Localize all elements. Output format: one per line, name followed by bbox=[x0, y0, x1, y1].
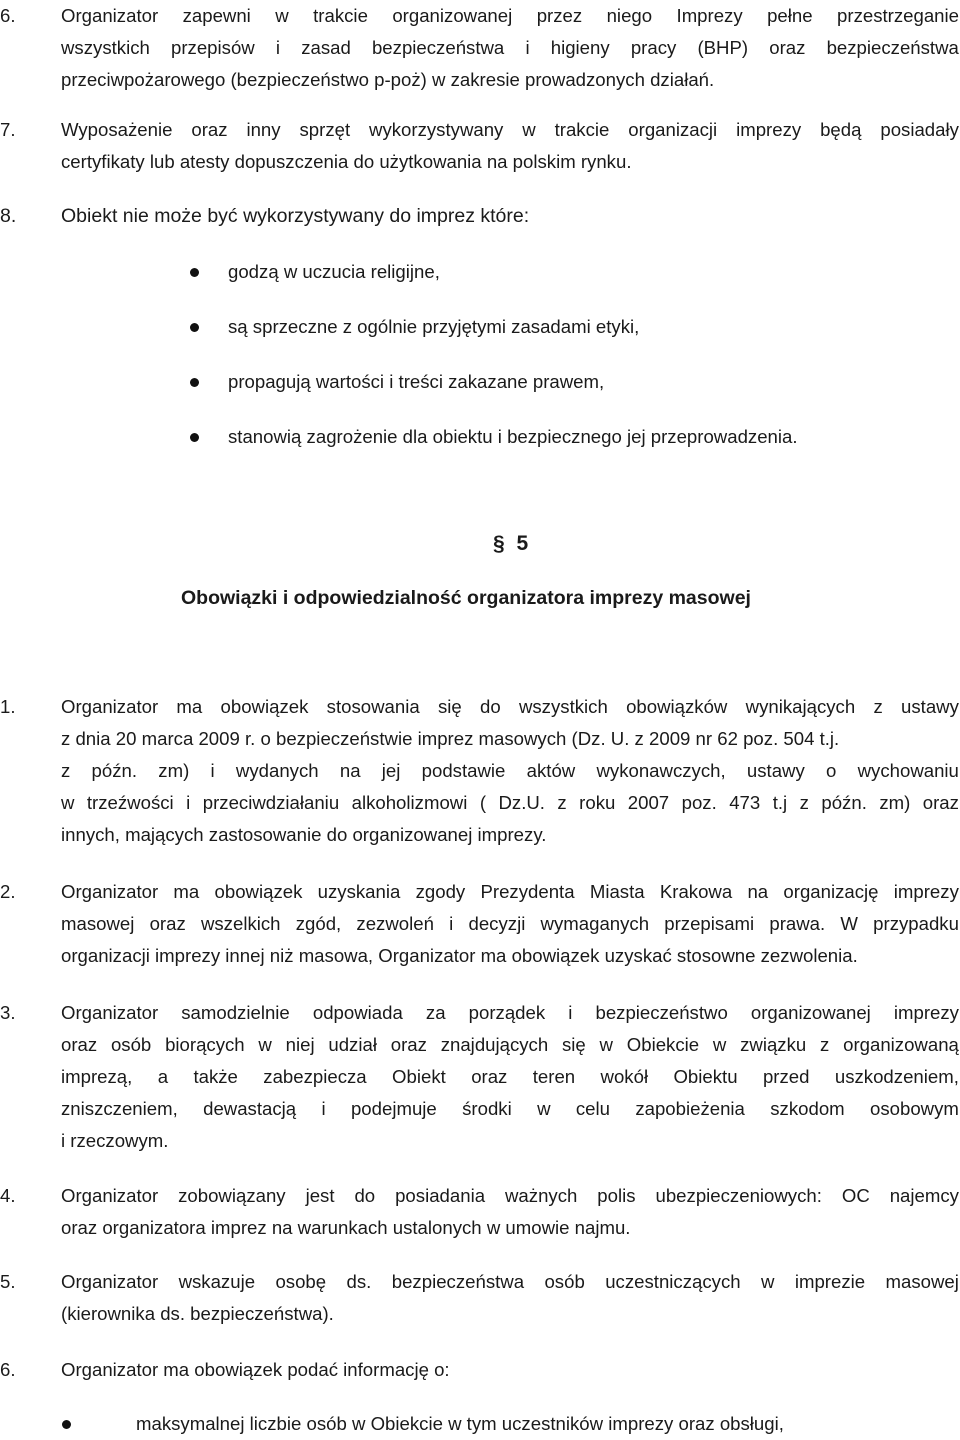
word: ważnych bbox=[505, 1185, 578, 1206]
word: Organizator bbox=[61, 5, 159, 26]
word: oraz bbox=[149, 913, 186, 934]
word: i bbox=[449, 913, 454, 934]
word: imprezy bbox=[893, 1002, 959, 1023]
word: Organizator bbox=[61, 1002, 159, 1023]
word: polis bbox=[597, 1185, 636, 1206]
bullet-text: stanowią zagrożenie dla obiektu i bezpiecznego jej przeprowadzenia. bbox=[228, 426, 798, 447]
word: się bbox=[561, 1034, 586, 1055]
word: szkodom bbox=[770, 1098, 845, 1119]
word: udział bbox=[328, 1034, 377, 1055]
word: celu bbox=[575, 1098, 610, 1119]
word: przepisami bbox=[664, 913, 755, 934]
word: będą bbox=[820, 119, 862, 140]
item-number: 5. bbox=[0, 1271, 16, 1292]
item-line: (kierownika ds. bezpieczeństwa). bbox=[61, 1303, 334, 1324]
word: przez bbox=[536, 5, 583, 26]
item-line bbox=[61, 0, 959, 32]
word: ds. bbox=[346, 1271, 372, 1292]
word: niej bbox=[285, 1034, 315, 1055]
item-line bbox=[61, 1093, 959, 1125]
word: przypadku bbox=[873, 913, 959, 934]
word: obowiązek bbox=[220, 696, 309, 717]
word: się bbox=[437, 696, 462, 717]
word: zgód, bbox=[295, 913, 342, 934]
word: ma bbox=[173, 881, 200, 902]
word: podejmuje bbox=[350, 1098, 437, 1119]
word: jej bbox=[381, 760, 401, 781]
word: Prezydenta bbox=[480, 881, 575, 902]
word: ustawy bbox=[901, 696, 959, 717]
section-sign: § bbox=[493, 532, 505, 555]
word: uszkodzeniem, bbox=[834, 1066, 959, 1087]
word: trakcie bbox=[554, 119, 610, 140]
word: oraz bbox=[471, 1066, 508, 1087]
word: oraz bbox=[390, 1034, 427, 1055]
word: znajdujących bbox=[440, 1034, 549, 1055]
word: przeciwdziałaniu bbox=[202, 792, 340, 813]
item-number: 2. bbox=[0, 881, 16, 902]
item-line: i rzeczowym. bbox=[61, 1130, 169, 1151]
word: ma bbox=[176, 696, 203, 717]
item-line bbox=[61, 114, 959, 146]
word: Organizator bbox=[61, 1271, 159, 1292]
word: Dz.U. bbox=[498, 792, 545, 813]
word: w bbox=[275, 5, 289, 26]
word: wokół bbox=[600, 1066, 649, 1087]
word: w bbox=[761, 1271, 775, 1292]
word: 2007 bbox=[627, 792, 670, 813]
item-line bbox=[61, 908, 959, 940]
section-title: Obowiązki i odpowiedzialność organizatora imprezy masowej bbox=[181, 587, 751, 609]
word: do bbox=[354, 1185, 376, 1206]
word: posiadały bbox=[880, 119, 959, 140]
word: bezpieczeństwa bbox=[826, 37, 959, 58]
word: bezpieczeństwa bbox=[371, 37, 505, 58]
item-number: 6. bbox=[0, 5, 16, 26]
word: związku bbox=[740, 1034, 807, 1055]
bullet-text: maksymalnej liczbie osób w Obiekcie w tym uczestników imprezy oraz obsługi, bbox=[136, 1413, 784, 1434]
word: zezwoleń bbox=[356, 913, 434, 934]
word: z bbox=[61, 760, 71, 781]
word: i bbox=[210, 760, 215, 781]
word: wynikających bbox=[745, 696, 856, 717]
word: wszystkich bbox=[61, 37, 150, 58]
word: w bbox=[522, 119, 536, 140]
word: oraz bbox=[191, 119, 228, 140]
word: imprezy bbox=[736, 119, 802, 140]
word: w bbox=[61, 792, 75, 813]
word: wykonawczych, bbox=[596, 760, 726, 781]
word: Krakowa bbox=[659, 881, 733, 902]
word: oraz bbox=[769, 37, 806, 58]
word: przepisów bbox=[171, 37, 255, 58]
word: zapobieżenia bbox=[635, 1098, 745, 1119]
word: na bbox=[339, 760, 361, 781]
word: a bbox=[157, 1066, 169, 1087]
bullet-icon bbox=[190, 323, 199, 332]
word: prawa. bbox=[769, 913, 826, 934]
word: teren bbox=[532, 1066, 576, 1087]
word: odpowiada bbox=[312, 1002, 403, 1023]
word: stosowania bbox=[326, 696, 420, 717]
word: uzyskania bbox=[317, 881, 401, 902]
word: oraz bbox=[61, 1034, 98, 1055]
item-number: 1. bbox=[0, 696, 16, 717]
item-line bbox=[61, 997, 959, 1029]
word: organizowanej bbox=[750, 1002, 871, 1023]
word: oraz bbox=[922, 792, 959, 813]
word: posiadania bbox=[395, 1185, 486, 1206]
word: wskazuje bbox=[178, 1271, 256, 1292]
word: Obiekt bbox=[392, 1066, 446, 1087]
word: higieny bbox=[550, 37, 610, 58]
item-number: 6. bbox=[0, 1359, 16, 1380]
item-line: z dnia 20 marca 2009 r. o bezpieczeństwie imprez masowych (Dz. U. z 2009 nr 62 poz. 504 t.j. bbox=[61, 728, 840, 749]
word: trzeźwości bbox=[86, 792, 174, 813]
word: jest bbox=[305, 1185, 335, 1206]
word: zm) bbox=[879, 792, 911, 813]
word: Miasta bbox=[589, 881, 645, 902]
word: z bbox=[557, 792, 567, 813]
word: zabezpiecza bbox=[263, 1066, 367, 1087]
word: obowiązek bbox=[214, 881, 303, 902]
item-number: 3. bbox=[0, 1002, 16, 1023]
item-line bbox=[61, 876, 959, 908]
item-line bbox=[61, 755, 959, 787]
word: z bbox=[873, 696, 883, 717]
bullet-icon bbox=[190, 433, 199, 442]
word: obowiązków bbox=[626, 696, 728, 717]
word: poz. bbox=[681, 792, 717, 813]
word: dewastacją bbox=[203, 1098, 297, 1119]
bullet-icon bbox=[190, 378, 199, 387]
word: podstawie bbox=[421, 760, 506, 781]
bullet-icon bbox=[62, 1420, 71, 1429]
word: ustawy bbox=[746, 760, 805, 781]
word: 473 bbox=[729, 792, 761, 813]
bullet-text: są sprzeczne z ogólnie przyjętymi zasadami etyki, bbox=[228, 316, 640, 337]
bullet-text: godzą w uczucia religijne, bbox=[228, 261, 440, 282]
word: zapewni bbox=[182, 5, 251, 26]
word: osób bbox=[110, 1034, 152, 1055]
word: środki bbox=[462, 1098, 512, 1119]
word: samodzielnie bbox=[181, 1002, 290, 1023]
word: niego bbox=[606, 5, 653, 26]
word: i bbox=[275, 37, 281, 58]
word: (BHP) bbox=[697, 37, 749, 58]
item-line: organizacji imprezy innej niż masowa, Organizator ma obowiązek uzyskać stosowne zezwolenia. bbox=[61, 945, 858, 966]
word: późn. bbox=[91, 760, 138, 781]
word: zm) bbox=[158, 760, 190, 781]
bullet-text: propagują wartości i treści zakazane prawem, bbox=[228, 371, 605, 392]
word: organizowanej bbox=[392, 5, 513, 26]
section-number bbox=[493, 532, 528, 556]
word: za bbox=[425, 1002, 446, 1023]
item-number: 4. bbox=[0, 1185, 16, 1206]
word: w bbox=[712, 1034, 727, 1055]
word: bezpieczeństwo bbox=[595, 1002, 728, 1023]
word: t.j bbox=[772, 792, 788, 813]
word: późn. bbox=[821, 792, 867, 813]
item-line: innych, mających zastosowanie do organizowanej imprezy. bbox=[61, 824, 547, 845]
word: masowej bbox=[885, 1271, 959, 1292]
word: ubezpieczeniowych: bbox=[655, 1185, 822, 1206]
word: osób bbox=[544, 1271, 585, 1292]
word: przestrzeganie bbox=[837, 5, 959, 26]
word: wychowaniu bbox=[857, 760, 959, 781]
word: w bbox=[258, 1034, 272, 1055]
word: przed bbox=[762, 1066, 810, 1087]
word: organizacji bbox=[628, 119, 718, 140]
word: osobowym bbox=[870, 1098, 959, 1119]
word: i bbox=[186, 792, 191, 813]
item-line bbox=[61, 32, 959, 64]
item-line bbox=[61, 691, 959, 723]
word: zasad bbox=[301, 37, 351, 58]
word: i bbox=[568, 1002, 573, 1023]
item-line bbox=[61, 1180, 959, 1212]
word: i bbox=[525, 37, 530, 58]
word: także bbox=[193, 1066, 238, 1087]
word: z bbox=[799, 792, 809, 813]
word: wszelkich bbox=[200, 913, 281, 934]
word: uczestniczących bbox=[605, 1271, 741, 1292]
word: organizację bbox=[783, 881, 879, 902]
item-line: certyfikaty lub atesty dopuszczenia do użytkowania na polskim rynku. bbox=[61, 151, 632, 172]
word: alkoholizmowi bbox=[351, 792, 468, 813]
word: zobowiązany bbox=[178, 1185, 286, 1206]
item-line: Obiekt nie może być wykorzystywany do imprez które: bbox=[61, 205, 530, 227]
word: na bbox=[747, 881, 769, 902]
item-line bbox=[61, 787, 959, 819]
word: decyzji bbox=[468, 913, 526, 934]
word: masowej bbox=[61, 913, 135, 934]
word: wydanych bbox=[235, 760, 319, 781]
word: pełne bbox=[767, 5, 813, 26]
word: zniszczeniem, bbox=[61, 1098, 178, 1119]
word: imprezie bbox=[794, 1271, 866, 1292]
word: OC bbox=[841, 1185, 870, 1206]
item-line bbox=[61, 1029, 959, 1061]
word: Obiekcie bbox=[626, 1034, 700, 1055]
word: Obiektu bbox=[673, 1066, 738, 1087]
bullet-icon bbox=[190, 268, 199, 277]
item-line: oraz organizatora imprez na warunkach ustalonych w umowie najmu. bbox=[61, 1217, 631, 1238]
word: do bbox=[480, 696, 501, 717]
word: roku bbox=[579, 792, 616, 813]
word: aktów bbox=[526, 760, 576, 781]
word: imprezy bbox=[893, 881, 959, 902]
item-number: 7. bbox=[0, 119, 16, 140]
word: organizowaną bbox=[843, 1034, 959, 1055]
word: porządek bbox=[468, 1002, 546, 1023]
item-number: 8. bbox=[0, 205, 17, 227]
word: Imprezy bbox=[676, 5, 743, 26]
word: i bbox=[321, 1098, 326, 1119]
word: z bbox=[820, 1034, 830, 1055]
word: imprezą, bbox=[61, 1066, 133, 1087]
word: trakcie bbox=[313, 5, 368, 26]
word: wymaganych bbox=[540, 913, 650, 934]
word: biorących bbox=[165, 1034, 245, 1055]
word: osobę bbox=[275, 1271, 327, 1292]
word: wszystkich bbox=[518, 696, 608, 717]
word: najemcy bbox=[889, 1185, 959, 1206]
word: ( bbox=[479, 792, 487, 813]
word: Organizator bbox=[61, 1185, 159, 1206]
word: bezpieczeństwa bbox=[391, 1271, 525, 1292]
item-line bbox=[61, 1266, 959, 1298]
word: W bbox=[840, 913, 858, 934]
item-line: przeciwpożarowego (bezpieczeństwo p-poż) w zakresie prowadzonych działań. bbox=[61, 69, 715, 90]
word: sprzęt bbox=[299, 119, 351, 140]
item-line: Organizator ma obowiązek podać informację o: bbox=[61, 1359, 450, 1380]
word: inny bbox=[246, 119, 281, 140]
word: w bbox=[599, 1034, 613, 1055]
word: wykorzystywany bbox=[369, 119, 504, 140]
word: w bbox=[537, 1098, 551, 1119]
word: zgody bbox=[415, 881, 466, 902]
word: Organizator bbox=[61, 881, 159, 902]
word: pracy bbox=[630, 37, 677, 58]
word: o bbox=[826, 760, 837, 781]
section-number-value: 5 bbox=[516, 532, 529, 555]
item-line bbox=[61, 1061, 959, 1093]
word: Organizator bbox=[61, 696, 159, 717]
word: Wyposażenie bbox=[61, 119, 173, 140]
